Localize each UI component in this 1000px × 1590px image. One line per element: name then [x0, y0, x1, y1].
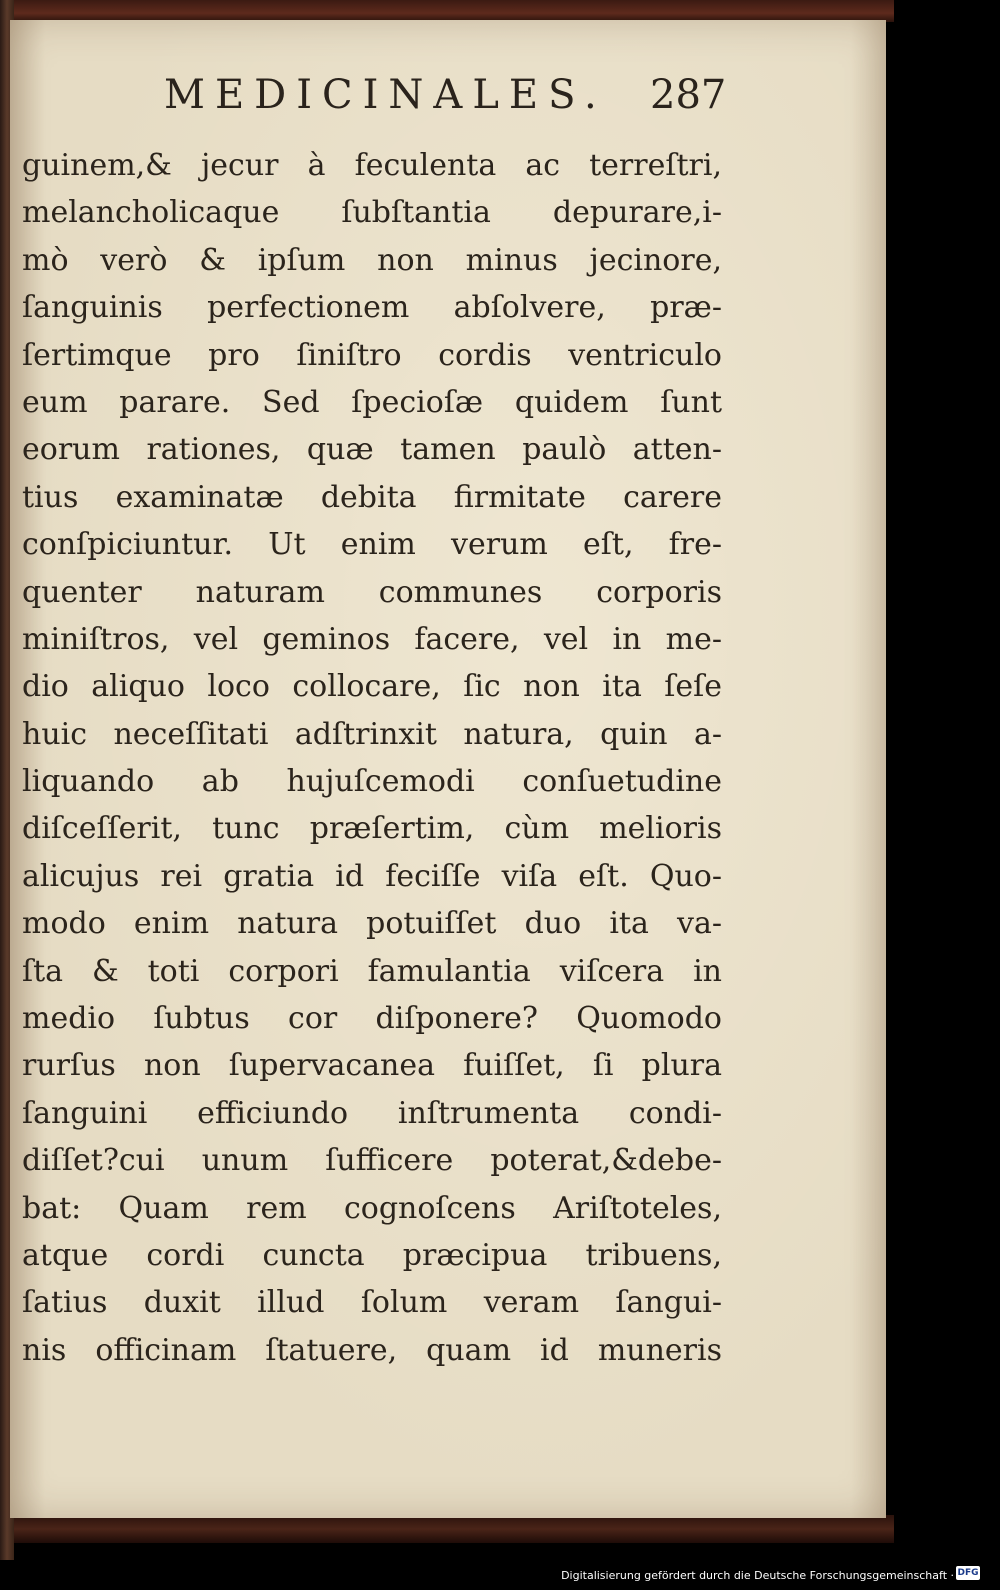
- text-line: medio ſubtus cor diſponere? Quomodo: [22, 1001, 722, 1037]
- text-line: huic neceſſitati adſtrinxit natura, quin a-: [22, 716, 722, 752]
- text-line: dio aliquo loco collocare, ſic non ita ſeſe: [22, 669, 722, 705]
- text-line: miniſtros, vel geminos facere, vel in me-: [22, 621, 722, 657]
- text-line: quenter naturam communes corporis: [22, 574, 722, 610]
- text-line: ſanguinis perfectionem abſolvere, præ-: [22, 290, 722, 326]
- book-top-edge: [14, 0, 894, 22]
- text-line: eorum rationes, quæ tamen paulò atten-: [22, 432, 722, 468]
- text-line: diſſet?cui unum ſufficere poterat,&debe-: [22, 1143, 722, 1179]
- text-line: tius examinatæ debita firmitate carere: [22, 479, 722, 515]
- text-line: modo enim natura potuiſſet duo ita va-: [22, 906, 722, 942]
- book-bottom-edge: [14, 1515, 894, 1543]
- text-line: ſertimque pro ſiniſtro cordis ventriculo: [22, 337, 722, 373]
- text-line: bat: Quam rem cognoſcens Ariſtoteles,: [22, 1190, 722, 1226]
- text-line: liquando ab hujuſcemodi conſuetudine: [22, 764, 722, 800]
- text-line: conſpiciuntur. Ut enim verum eſt, fre-: [22, 527, 722, 563]
- text-line: atque cordi cuncta præcipua tribuens,: [22, 1237, 722, 1273]
- digitization-credit: [561, 1565, 954, 1585]
- credit-text: Digitalisierung gefördert durch die Deutsche Forschungsgemeinschaft ·: [561, 1568, 954, 1582]
- text-line: mò verò & ipſum non minus jecinore,: [22, 242, 722, 278]
- book-page: [10, 20, 886, 1518]
- running-head: [10, 72, 886, 122]
- text-line: rurſus non ſupervacanea fuiſſet, ſi plura: [22, 1048, 722, 1084]
- text-line: diſceſſerit, tunc præſertim, cùm melioris: [22, 811, 722, 847]
- text-line: guinem,& jecur à feculenta ac terreſtri,: [22, 148, 722, 183]
- text-line: ſta & toti corpori famulantia viſcera in: [22, 953, 722, 989]
- text-line: nis officinam ſtatuere, quam id muneris: [22, 1332, 722, 1368]
- text-line: eum parare. Sed ſpecioſæ quidem ſunt: [22, 384, 722, 420]
- running-title: MEDICINALES.: [164, 72, 607, 118]
- page-number: 287: [650, 72, 727, 118]
- text-line: ſatius duxit illud ſolum veram ſangui-: [22, 1285, 722, 1321]
- text-line: alicujus rei gratia id feciſſe viſa eſt. Quo-: [22, 858, 722, 894]
- body-text: [22, 142, 722, 1374]
- text-line: melancholicaque ſubſtantia depurare,i-: [22, 195, 722, 231]
- text-line: ſanguini efficiundo inſtrumenta condi-: [22, 1095, 722, 1131]
- dfg-logo: DFG: [957, 1568, 979, 1578]
